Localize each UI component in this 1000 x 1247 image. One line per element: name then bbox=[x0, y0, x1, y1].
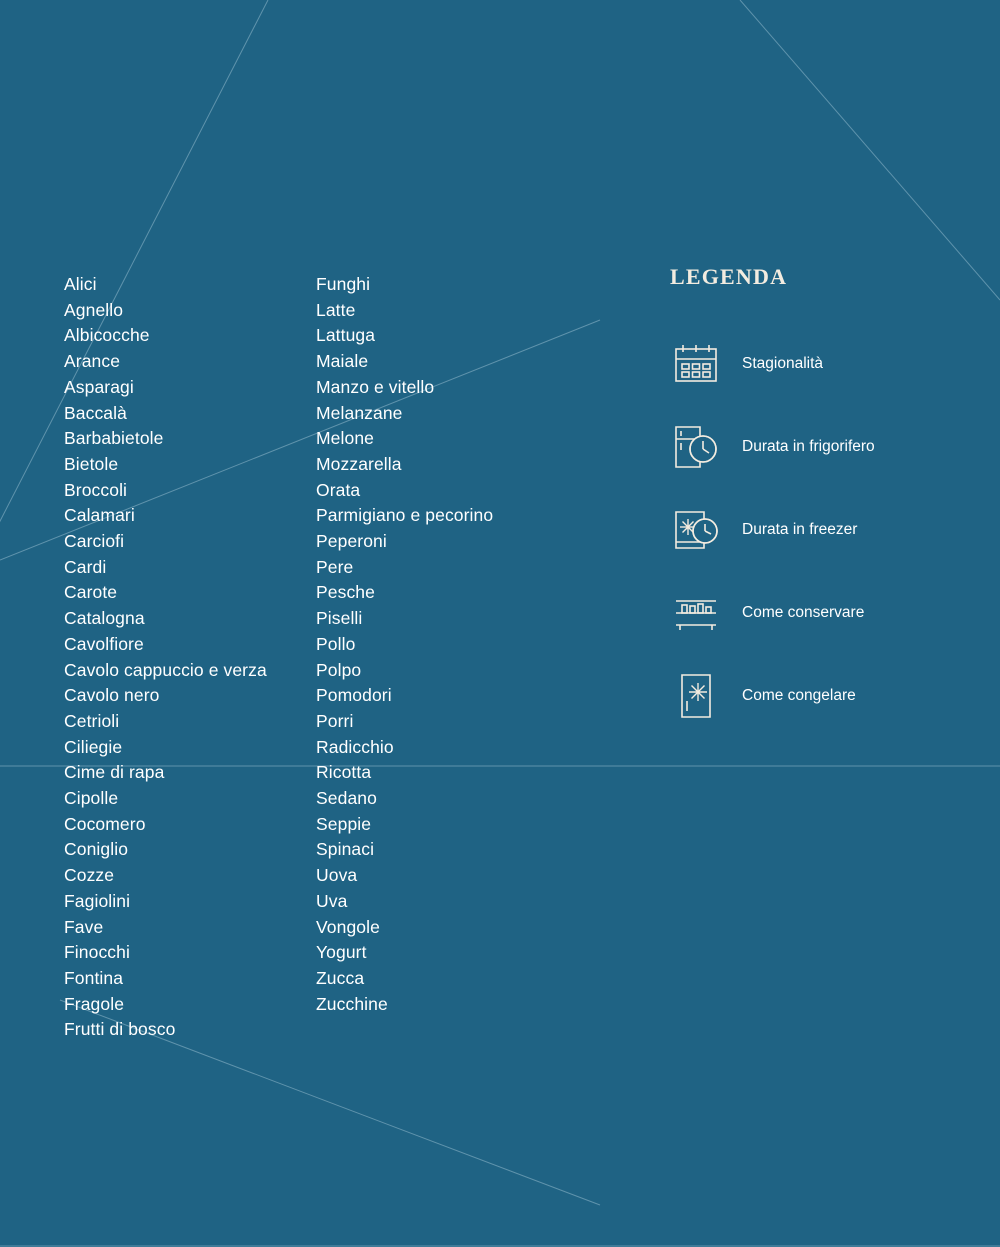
list-item: Catalogna bbox=[64, 608, 145, 629]
legend-label: Come conservare bbox=[742, 604, 865, 621]
list-item: Pomodori bbox=[316, 685, 392, 706]
list-item: Sedano bbox=[316, 788, 377, 809]
list-item: Bietole bbox=[64, 453, 119, 474]
list-item: Melone bbox=[316, 428, 374, 449]
list-item: Cozze bbox=[64, 865, 115, 886]
legend-row-congelare bbox=[668, 668, 968, 724]
list-item: Frutti di bosco bbox=[64, 1019, 176, 1040]
legend-label: Stagionalità bbox=[742, 355, 824, 372]
ingredient-column-two bbox=[316, 272, 566, 1017]
legend-label: Come congelare bbox=[742, 687, 856, 704]
list-item: Pesche bbox=[316, 582, 375, 603]
list-item: Cipolle bbox=[64, 788, 119, 809]
list-item: Uova bbox=[316, 865, 358, 886]
calendar-icon bbox=[668, 336, 724, 392]
list-item: Manzo e vitello bbox=[316, 376, 435, 397]
snowflake-door-icon bbox=[668, 668, 724, 724]
list-item: Calamari bbox=[64, 505, 135, 526]
list-item: Radicchio bbox=[316, 736, 394, 757]
list-item: Cardi bbox=[64, 556, 107, 577]
list-item: Seppie bbox=[316, 813, 372, 834]
legend-row-conservare bbox=[668, 585, 968, 641]
list-item: Cavolo nero bbox=[64, 685, 160, 706]
list-item: Vongole bbox=[316, 916, 380, 937]
list-item: Fontina bbox=[64, 967, 124, 988]
list-item: Carote bbox=[64, 582, 118, 603]
list-item: Broccoli bbox=[64, 479, 128, 500]
list-item: Ricotta bbox=[316, 762, 372, 783]
list-item: Zucca bbox=[316, 967, 365, 988]
legend-row-stagionalita bbox=[668, 336, 968, 392]
legend-label: Durata in frigorifero bbox=[742, 438, 875, 455]
shelf-icon bbox=[668, 585, 724, 641]
list-item: Polpo bbox=[316, 659, 362, 680]
list-item: Orata bbox=[316, 479, 361, 500]
legend-title: LEGENDA bbox=[670, 264, 788, 289]
fridge-clock-icon bbox=[668, 419, 724, 475]
list-item: Ciliegie bbox=[64, 736, 123, 757]
list-item: Peperoni bbox=[316, 531, 387, 552]
list-item: Porri bbox=[316, 710, 354, 731]
list-item: Cocomero bbox=[64, 813, 146, 834]
list-item: Albicocche bbox=[64, 325, 150, 346]
list-item: Melanzane bbox=[316, 402, 403, 423]
list-item: Parmigiano e pecorino bbox=[316, 505, 494, 526]
list-item: Pere bbox=[316, 556, 354, 577]
list-item: Cetrioli bbox=[64, 710, 120, 731]
list-item: Funghi bbox=[316, 274, 371, 294]
list-item: Cime di rapa bbox=[64, 762, 165, 783]
list-item: Fragole bbox=[64, 993, 125, 1014]
legend-row-freezer bbox=[668, 502, 968, 558]
list-item: Pollo bbox=[316, 633, 356, 654]
list-item: Lattuga bbox=[316, 325, 376, 346]
list-item: Alici bbox=[64, 274, 97, 294]
list-item: Finocchi bbox=[64, 942, 130, 963]
list-item: Uva bbox=[316, 890, 348, 911]
ingredient-column-one bbox=[64, 272, 304, 1043]
list-item: Piselli bbox=[316, 608, 363, 629]
list-item: Barbabietole bbox=[64, 428, 164, 449]
list-item: Arance bbox=[64, 351, 121, 372]
list-item: Cavolo cappuccio e verza bbox=[64, 659, 267, 680]
legend-panel bbox=[668, 264, 968, 751]
list-item: Carciofi bbox=[64, 531, 125, 552]
list-item: Cavolfiore bbox=[64, 633, 144, 654]
list-item: Zucchine bbox=[316, 993, 388, 1014]
list-item: Mozzarella bbox=[316, 453, 402, 474]
list-item: Maiale bbox=[316, 351, 369, 372]
list-item: Fagiolini bbox=[64, 890, 131, 911]
legend-label: Durata in freezer bbox=[742, 521, 858, 538]
list-item: Spinaci bbox=[316, 839, 375, 860]
list-item: Agnello bbox=[64, 299, 124, 320]
list-item: Baccalà bbox=[64, 402, 127, 423]
list-item: Asparagi bbox=[64, 376, 134, 397]
list-item: Coniglio bbox=[64, 839, 129, 860]
list-item: Fave bbox=[64, 916, 104, 937]
legend-row-frigorifero bbox=[668, 419, 968, 475]
freezer-clock-icon bbox=[668, 502, 724, 558]
list-item: Latte bbox=[316, 299, 356, 320]
list-item: Yogurt bbox=[316, 942, 367, 963]
